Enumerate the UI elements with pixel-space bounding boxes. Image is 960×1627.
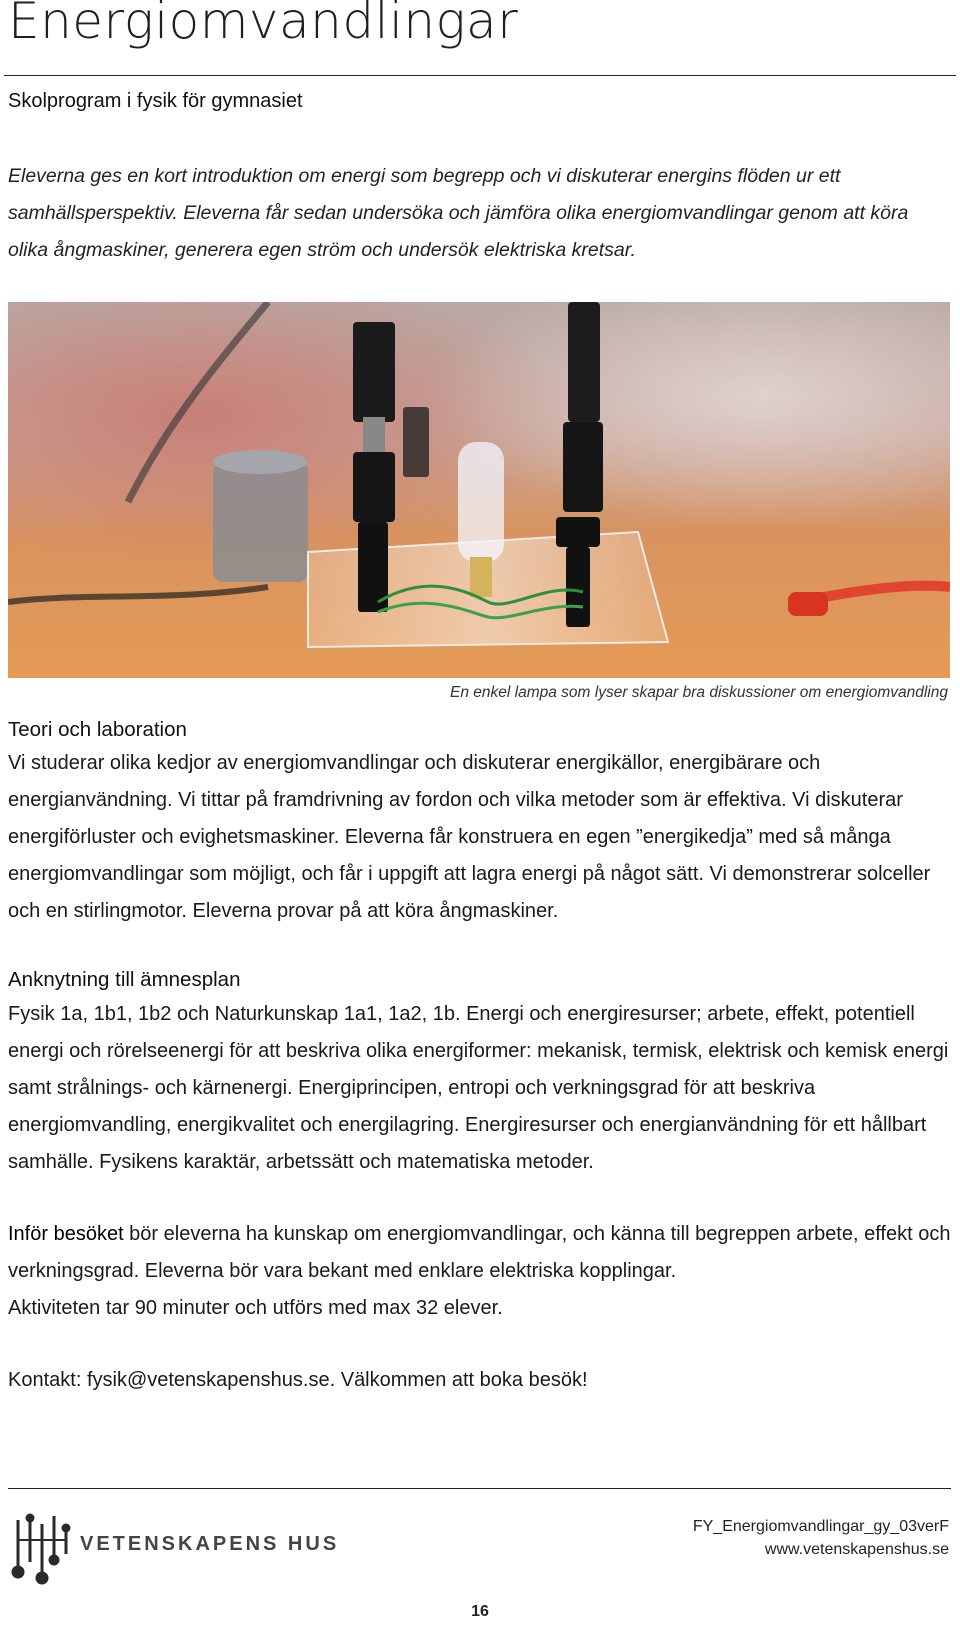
title-divider (4, 75, 956, 76)
before-visit-paragraph (8, 1216, 956, 1327)
heading-theory: Teori och laboration (8, 718, 187, 741)
footer-meta (693, 1515, 949, 1561)
lamp-photo (8, 302, 950, 678)
theory-paragraph: Vi studerar olika kedjor av energiomvandlingar och diskuterar energikällor, energibärare och energianvändning. Vi tittar på framdrivning av fordon och vilka metoder som är effektiva. Vi diskuterar energiförluster och evighetsmaskiner. Eleverna får konstruera en egen ”energikedja” med så många energiomvandlingar som möjligt, och får i uppgift att lagra energi på något sätt. Vi demonstrerar solceller och en stirlingmotor. Eleverna provar på att köra ångmaskiner. (8, 752, 931, 922)
figure-caption: En enkel lampa som lyser skapar bra diskussioner om energiomvandling (450, 684, 948, 701)
before-visit-lead: Inför besöket (8, 1223, 124, 1245)
footer-divider (8, 1488, 951, 1489)
curriculum-paragraph: Fysik 1a, 1b1, 1b2 och Naturkunskap 1a1, 1a2, 1b. Energi och energiresurser; arbete, effekt, potentiell energi och rörelseenergi för att beskriva olika energiformer: mekanisk, termisk, elektrisk och kemisk energi samt strålnings- och kärnenergi. Energiprincipen, entropi och verkningsgrad för att beskriva energiomvandling, energikvalitet och energilagring. Energiresurser och energianvändning för ett hållbart samhälle. Fysikens karaktär, arbetssätt och matematiska metoder. (8, 1003, 949, 1173)
document-code: FY_Energiomvandlingar_gy_03verF (692, 1518, 949, 1535)
duration-text: Aktiviteten tar 90 minuter och utförs med max 32 elever. (8, 1297, 503, 1319)
logo-mark-icon (10, 1510, 80, 1585)
intro-paragraph: Eleverna ges en kort introduktion om energi som begrepp och vi diskuterar energins flöden ur ett samhällsperspektiv. Eleverna får sedan undersöka och jämföra olika energiomvandlingar genom att köra olika ångmaskiner, generera egen ström och undersök elektriska kretsar. (8, 165, 909, 261)
website-link[interactable]: www.vetenskapenshus.se (764, 1541, 949, 1558)
logo-text: VETENSKAPENS HUS (80, 1533, 340, 1555)
contact-label: Kontakt (8, 1369, 76, 1391)
before-visit-body: bör eleverna ha kunskap om energiomvandlingar, och känna till begreppen arbete, effekt och verkningsgrad. Eleverna bör vara bekant med enklare elektriska kopplingar. (8, 1223, 951, 1282)
page-title: Energiomvandlingar (8, 0, 519, 50)
page-number: 16 (471, 1603, 489, 1620)
contact-closing: . Välkommen att boka besök! (329, 1369, 588, 1391)
page-subtitle: Skolprogram i fysik för gymnasiet (8, 90, 303, 112)
contact-email-link[interactable]: fysik@vetenskapenshus.se (86, 1369, 330, 1391)
contact-line: Kontakt: fysik@vetenskapenshus.se. Välkommen att boka besök! (8, 1369, 588, 1391)
heading-curriculum: Anknytning till ämnesplan (8, 968, 241, 991)
